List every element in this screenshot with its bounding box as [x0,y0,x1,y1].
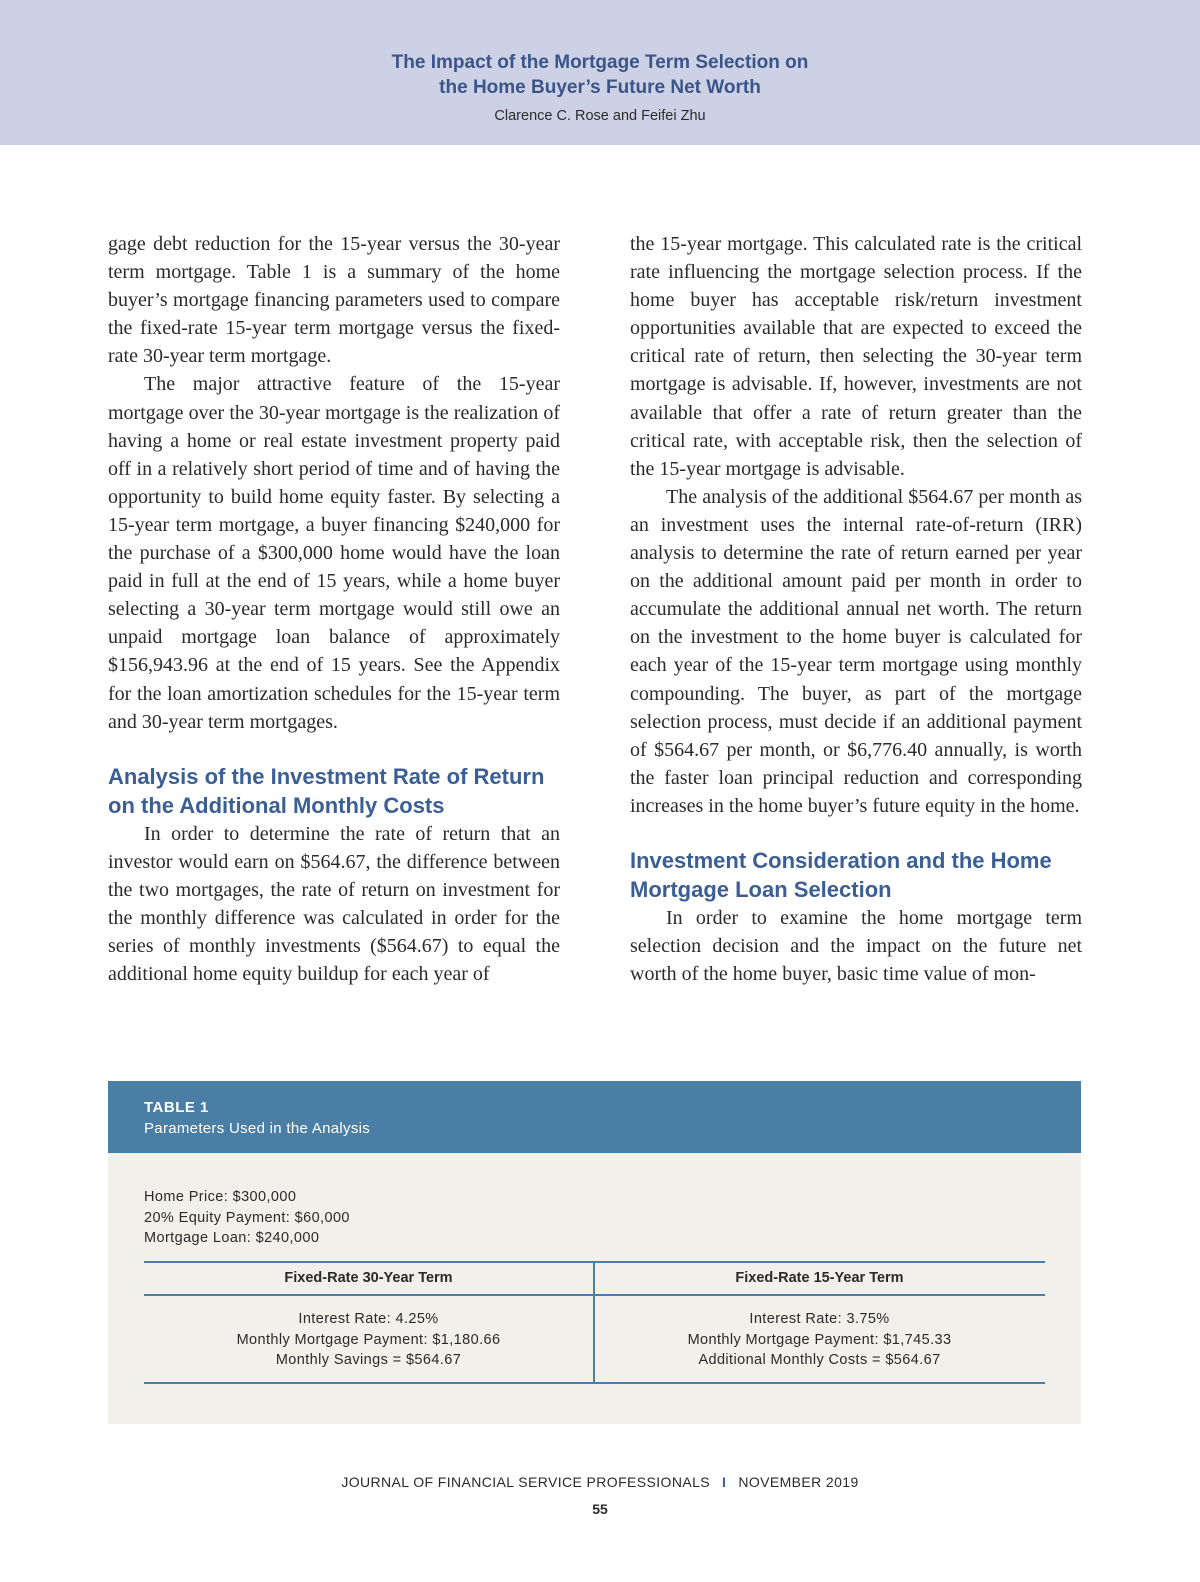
table-caption: Parameters Used in the Analysis [144,1120,371,1137]
page-number: 55 [592,1501,608,1517]
right-paragraph-1: the 15-year mortgage. This calculated rate is the critical rate influencing the mortgage selection process. If the home buyer has acceptable risk/return investment opportunities available that are expected to exceed the critical rate of return, then selecting the 30-year term mortgage is advisable. If, however, investments are not available that offer a rate of return greater than the critical rate, with acceptable risk, then the selection of the 15-year mortgage is advisable. [630,233,1082,480]
parameter-equity-payment: 20% Equity Payment: $60,000 [144,1209,350,1226]
left-paragraph-3: In order to determine the rate of return that an investor would earn on $564.67, the difference between the two mortgages, the rate of return on investment for the monthly difference was calculated in order for the series of monthly investments ($564.67) to equal the additional home equity buildup for each year of [108,822,560,986]
monthly-payment-15-year: Monthly Mortgage Payment: $1,745.33 [687,1331,952,1348]
table-label: TABLE 1 [144,1099,209,1116]
additional-costs-15-year: Additional Monthly Costs = $564.67 [698,1352,941,1368]
section-heading-investment-consideration: Investment Consideration and the Home Mortgage Loan Selection [630,847,1052,902]
parameter-home-price: Home Price: $300,000 [144,1189,297,1205]
right-column [630,230,1082,988]
issue-date: NOVEMBER 2019 [738,1474,859,1490]
monthly-payment-30-year: Monthly Mortgage Payment: $1,180.66 [236,1331,501,1348]
running-header [0,0,1200,145]
column-values-30-year [144,1309,593,1371]
left-paragraph-2: The major attractive feature of the 15-year mortgage over the 30-year mortgage is the realization of having a home or real estate investment property paid off in a relatively short period of time and of having the opportunity to build home equity faster. By selecting a 15-year term mortgage, a buyer financing $240,000 for the purchase of a $300,000 home would have the loan paid in full at the end of 15 years, while a home buyer selecting a 30-year term mortgage would still owe an unpaid mortgage loan balance of approximately $156,943.96 at the end of 15 years. See the Appendix for the loan amortization schedules for the 15-year term and 30-year term mortgages. [108,373,560,733]
article-authors: Clarence C. Rose and Feifei Zhu [494,108,706,124]
interest-rate-30-year: Interest Rate: 4.25% [298,1311,439,1327]
table-parameters [144,1187,350,1249]
article-title [0,50,1200,100]
page-footer [0,1474,1200,1490]
column-values-15-year [595,1309,1044,1371]
journal-name: JOURNAL OF FINANCIAL SERVICE PROFESSIONALS [341,1474,711,1490]
left-paragraph-1: gage debt reduction for the 15-year versus the 30-year term mortgage. Table 1 is a summary of the home buyer’s mortgage financing parameters used to compare the fixed-rate 15-year term mortgage versus the fixed-rate 30-year term mortgage. [108,233,560,368]
table-header-band [108,1081,1081,1153]
table-1 [108,1081,1081,1424]
article-title-line-2: the Home Buyer’s Future Net Worth [439,77,761,98]
section-heading-investment-rate: Analysis of the Investment Rate of Return on the Additional Monthly Costs [108,763,545,818]
footer-separator: I [722,1474,727,1490]
monthly-savings-30-year: Monthly Savings = $564.67 [275,1352,462,1368]
interest-rate-15-year: Interest Rate: 3.75% [749,1311,890,1327]
column-header-15-year: Fixed-Rate 15-Year Term [735,1270,904,1286]
column-header-30-year: Fixed-Rate 30-Year Term [284,1270,453,1286]
left-column [108,230,560,988]
comparison-grid [144,1261,1045,1385]
parameter-mortgage-loan: Mortgage Loan: $240,000 [144,1230,320,1246]
right-paragraph-2: The analysis of the additional $564.67 per month as an investment uses the internal rate-of-return (IRR) analysis to determine the rate of return earned per year on the additional amount paid per month in order to accumulate the additional annual net worth. The return on the investment to the home buyer is calculated for each year of the 15-year term mortgage using monthly compounding. The buyer, as part of the mortgage selection process, must decide if an additional payment of $564.67 per month, or $6,776.40 annually, is worth the faster loan principal reduction and corresponding increases in the home buyer’s future equity in the home. [630,485,1082,817]
article-title-line-1: The Impact of the Mortgage Term Selection on [391,52,809,73]
right-paragraph-3: In order to examine the home mortgage term selection decision and the impact on the future net worth of the home buyer, basic time value of mon- [630,906,1082,986]
